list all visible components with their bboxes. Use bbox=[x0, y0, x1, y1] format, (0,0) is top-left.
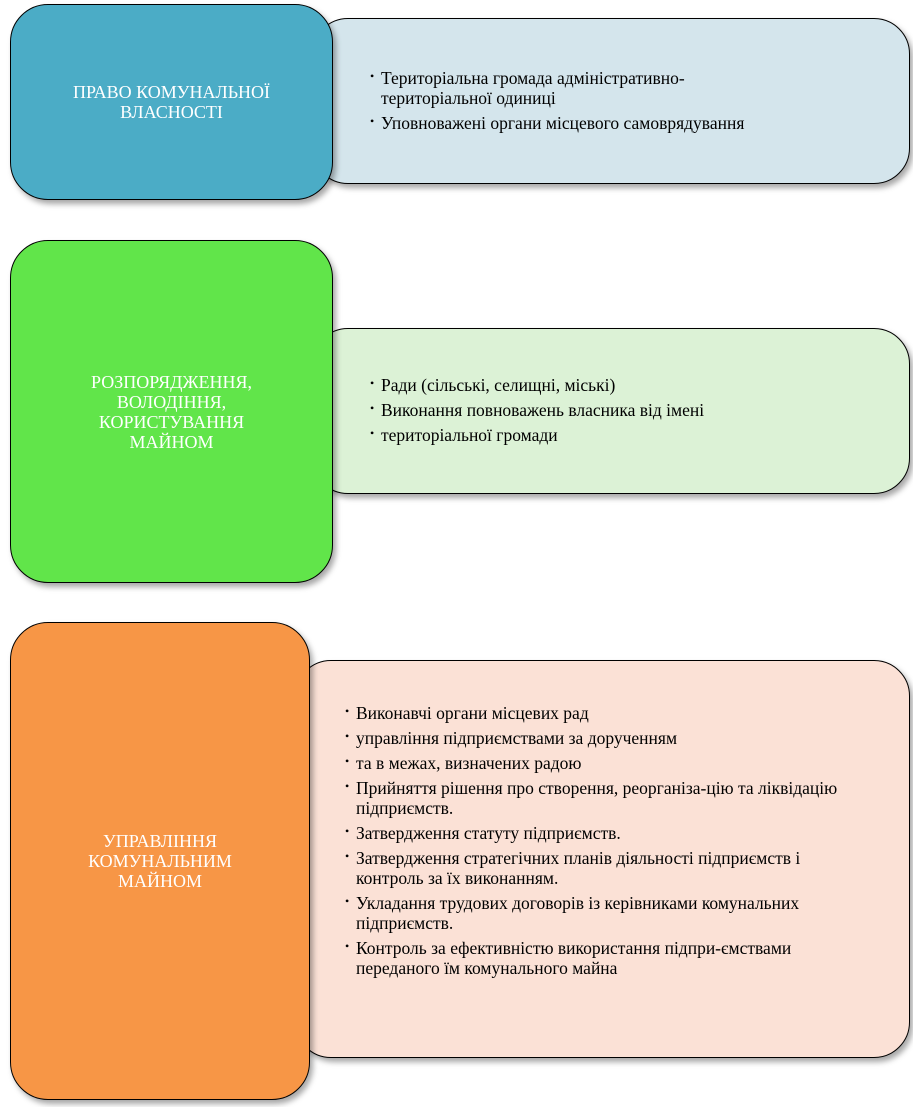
list-item: • Укладання трудових договорів із керівниками комунальних підприємств. bbox=[345, 893, 845, 933]
ownership-title-box bbox=[10, 4, 333, 200]
list-item: • Територіальна громада адміністративно-територіальної одиниці bbox=[370, 68, 771, 108]
disposal-title-box bbox=[10, 240, 333, 583]
disposal-list bbox=[370, 375, 870, 450]
list-item: • територіальної громади bbox=[370, 425, 870, 445]
disposal-title: РОЗПОРЯДЖЕННЯ, ВОЛОДІННЯ, КОРИСТУВАННЯ МАЙНОМ bbox=[90, 371, 253, 452]
management-title-box bbox=[10, 622, 310, 1100]
list-item: • та в межах, визначених радою bbox=[345, 753, 845, 773]
list-item: • Затвердження стратегічних планів діяльності підприємств і контроль за їх виконанням. bbox=[345, 848, 845, 888]
management-title: УПРАВЛІННЯ КОМУНАЛЬНИМ МАЙНОМ bbox=[88, 831, 232, 891]
ownership-list bbox=[370, 68, 870, 138]
ownership-title: ПРАВО КОМУНАЛЬНОЇ ВЛАСНОСТІ bbox=[72, 82, 271, 122]
list-item: • Виконавчі органи місцевих рад bbox=[345, 703, 845, 723]
list-item: • управління підприємствами за дорученням bbox=[345, 728, 845, 748]
list-item: • Уповноважені органи місцевого самоврядування bbox=[370, 113, 870, 133]
management-list bbox=[345, 703, 845, 983]
list-item: • Ради (сільські, селищні, міські) bbox=[370, 375, 870, 395]
list-item: • Затвердження статуту підприємств. bbox=[345, 823, 845, 843]
list-item: • Виконання повноважень власника від імені bbox=[370, 400, 870, 420]
list-item: • Прийняття рішення про створення, реорганіза-цію та ліквідацію підприємств. bbox=[345, 778, 845, 818]
list-item: • Контроль за ефективністю використання підпри-ємствами переданого їм комунального майна bbox=[345, 938, 845, 978]
